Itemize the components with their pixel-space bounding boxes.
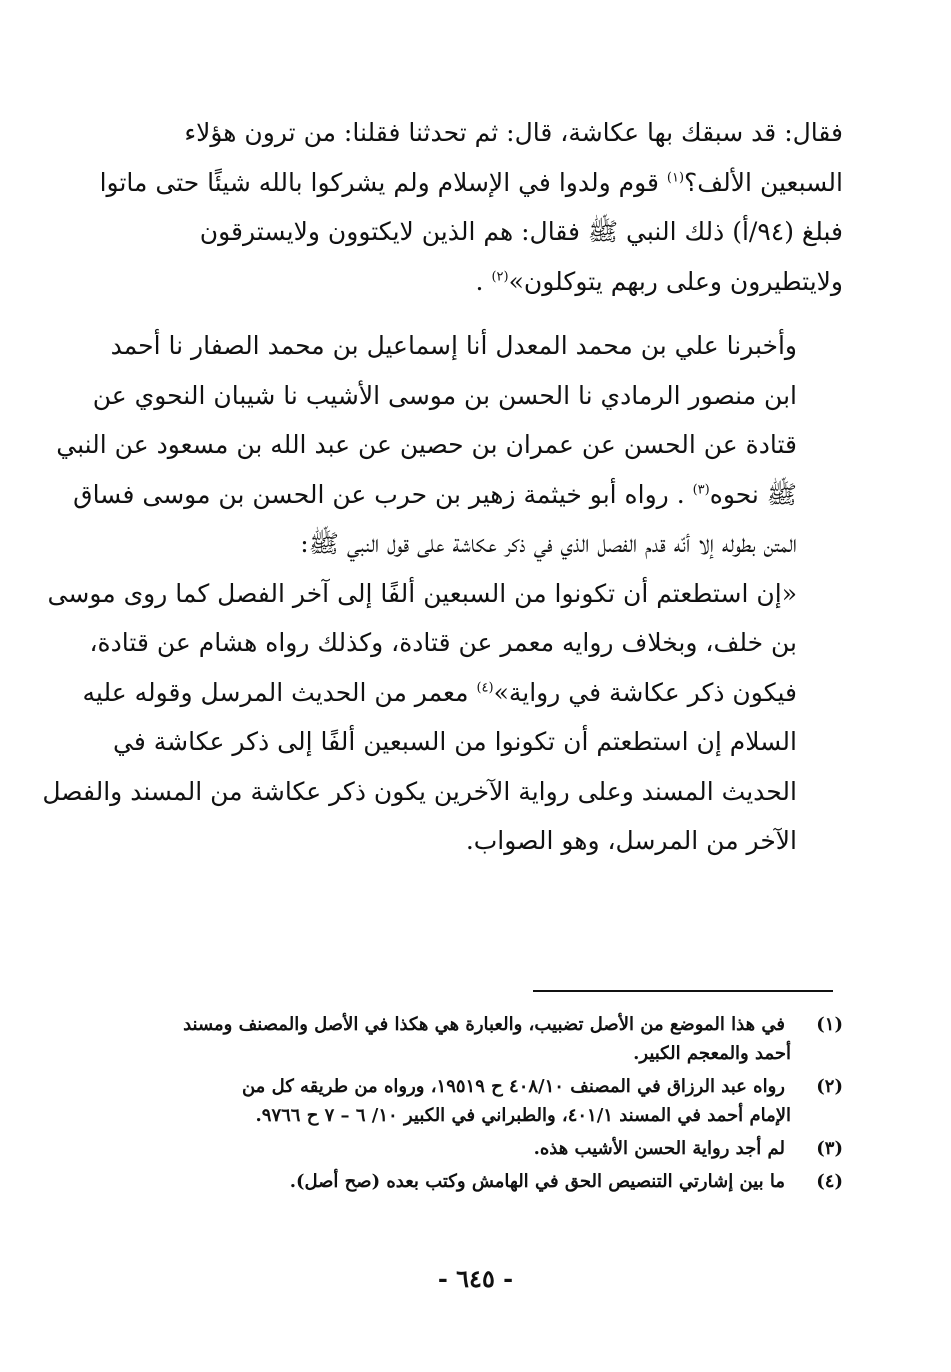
text-line: الآخر من المرسل، وهو الصواب. [465,826,797,855]
footnote-number: (٢) [816,1076,843,1097]
text-line: فبلغ (٩٤/أ) ذلك النبي ﷺ فقال: هم الذين لايكتوون ولايسترقون [199,217,843,246]
footnote-separator [533,990,833,992]
paragraph-2 [42,321,843,866]
text-line: «إن استطعتم أن تكونوا من السبعين ألفًا إلى آخر الفصل كما روى موسى [47,578,797,608]
footnote-text: الإمام أحمد في المسند ٤٠١/١، والطبراني في الكبير ١٠/ ٦ – ٧ ح ٩٧٦٦. [255,1105,791,1126]
footnote-number: (٤) [816,1171,843,1192]
footnotes [128,1010,843,1200]
text-segment: فيكون ذكر عكاشة في رواية» [493,677,797,707]
footnote-2 [128,1072,843,1130]
text-line [73,470,843,520]
text-segment: ولايتطيرون وعلى ربهم يتوكلون» [508,266,843,296]
text-line: المتن بطوله إلا أنّه قدم الفصل الذي في ذكر عكاشة على قول النبي ﷺ: [300,529,797,558]
footnote-3 [128,1134,843,1163]
text-line: وأخبرنا علي بن محمد المعدل أنا إسماعيل بن محمد الصفار نا أحمد [110,331,797,360]
paragraph-1 [99,108,843,306]
text-segment: السبعين الألف؟ [684,167,843,197]
text-line: ابن منصور الرمادي نا الحسن بن موسى الأشيب نا شيبان النحوي عن [92,380,797,410]
footnote-text: أحمد والمعجم الكبير. [633,1043,791,1064]
page-number: - ٦٤٥ - [437,1264,514,1293]
main-text [42,108,843,866]
text-line: الحديث المسند وعلى رواية الآخرين يكون ذكر عكاشة من المسند والفصل [42,776,797,806]
footnote-text: ما بين إشارتي التنصيص الحق في الهامش وكتب بعده (صح أصل). [289,1171,785,1192]
footnote-text: في هذا الموضع من الأصل تضبيب، والعبارة هي هكذا في الأصل والمصنف ومسند [183,1014,785,1035]
footnote-number: (٣) [816,1138,843,1159]
footnote-4 [128,1167,843,1196]
text-segment: قوم ولدوا في الإسلام ولم يشركوا بالله شيئًا حتى ماتوا [99,167,667,197]
footnote-reference: (٢) [491,269,509,285]
text-line: السلام إن استطعتم أن تكونوا من السبعين ألفًا إلى ذكر عكاشة في [113,727,797,756]
footnote-reference: (٤) [476,680,494,696]
footnote-1 [128,1010,843,1068]
text-line [82,668,843,718]
text-segment: . رواه أبو خيثمة زهير بن حرب عن الحسن بن موسى فساق [73,479,693,509]
text-line: فقال: قد سبقك بها عكاشة، قال: ثم تحدثنا فقلنا: من ترون هؤلاء [184,118,843,147]
text-segment: معمر من الحديث المرسل وقوله عليه [82,677,477,707]
text-segment: ﷺ نحوه [709,479,797,509]
text-segment: . [475,266,492,296]
footnote-text: لم أجد رواية الحسن الأشيب هذه. [533,1138,785,1159]
text-line [132,257,843,307]
footnote-reference: (٣) [692,482,710,498]
text-line [99,158,843,208]
footnote-reference: (١) [666,170,685,186]
footnote-text: رواه عبد الرزاق في المصنف ٤٠٨/١٠ ح ١٩٥١٩، ورواه من طريقه كل من [241,1076,785,1097]
text-line: قتادة عن الحسن عن عمران بن حصين عن عبد الله بن مسعود عن النبي [56,430,797,459]
text-line: بن خلف، وبخلاف روايه معمر عن قتادة، وكذلك رواه هشام عن قتادة، [89,628,797,657]
footnote-number: (١) [816,1014,843,1035]
